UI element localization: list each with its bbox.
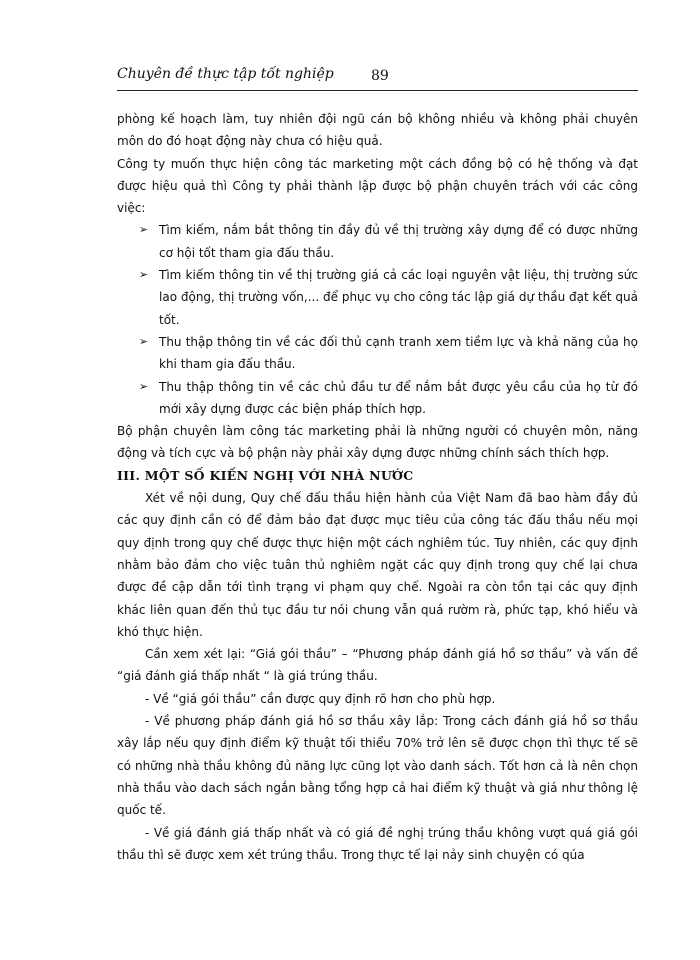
arrow-bullet-icon: ➢ xyxy=(139,223,149,237)
section-heading: III. MỘT SỐ KIẾN NGHỊ VỚI NHÀ NƯỚC xyxy=(117,467,414,483)
arrow-bullet-icon: ➢ xyxy=(139,379,149,393)
list-item xyxy=(121,219,638,264)
list-item-text: Thu thập thông tin về các đối thủ cạnh tranh xem tiềm lực và khả năng của họ khi tham gia đấu thầu. xyxy=(159,334,638,372)
page-header xyxy=(117,66,638,91)
list-item xyxy=(121,376,638,421)
paragraph: - Về phương pháp đánh giá hồ sơ thầu xây lắp: Trong cách đánh giá hồ sơ thầu xây lắp nếu quy định điểm kỹ thuật tối thiểu 70% trở lên sẽ được chọn thì thực tế sẽ có những nhà thầu không đủ năng lực cũng lọt vào danh sách. Tốt hơn cả là nên chọn nhà thầu vào dach sách ngắn bằng tổng hợp cả hai điểm kỹ thuật và giá như thông lệ quốc tế. xyxy=(117,714,638,818)
document-title: Chuyên đề thực tập tốt nghiệp xyxy=(117,66,334,82)
list-item xyxy=(121,264,638,331)
list-item-text: Tìm kiếm thông tin về thị trường giá cả các loại nguyên vật liệu, thị trường sức lao động, thị trường vốn,... để phục vụ cho công tác lập giá dự thầu đạt kết quả tốt. xyxy=(159,268,638,327)
paragraph: - Về giá đánh giá thấp nhất và có giá đề nghị trúng thầu không vượt quá giá gói thầu thì sẽ được xem xét trúng thầu. Trong thực tế lại nảy sinh chuyện có qúa xyxy=(117,825,638,862)
paragraph: Bộ phận chuyên làm công tác marketing phải là những người có chuyên môn, năng động và tích cực và bộ phận này phải xây dựng được những chính sách thích hợp. xyxy=(117,424,638,461)
list-item-text: Tìm kiếm, nắm bắt thông tin đầy đủ về thị trường xây dựng để có được những cơ hội tốt tham gia đấu thầu. xyxy=(159,223,638,260)
paragraph: Cần xem xét lại: “Giá gói thầu” – “Phương pháp đánh giá hồ sơ thầu” và vấn đề “giá đánh giá thấp nhất “ là giá trúng thầu. xyxy=(117,647,638,684)
list-item-text: Thu thập thông tin về các chủ đầu tư để nắm bắt được yêu cầu của họ từ đó mới xây dựng được các biện pháp thích hợp. xyxy=(159,379,638,416)
paragraph: Xét về nội dung, Quy chế đấu thầu hiện hành của Việt Nam đã bao hàm đầy đủ các quy định cần có để đảm bảo đạt được mục tiêu của công tác đấu thầu nếu mọi quy định trong quy chế được thực hiện một cách nghiêm túc. Tuy nhiên, các quy định nhằm bảo đảm cho việc tuân thủ nghiêm ngặt các quy định trong quy chế lại chưa được đề cập dẫn tới tình trạng vi phạm quy chế. Ngoài ra còn tồn tại các quy định khác liên quan đến thủ tục đầu tư nói chung vẫn quá rườm rà, phức tạp, khó hiểu và khó thực hiện. xyxy=(117,491,638,639)
arrow-bullet-icon: ➢ xyxy=(139,334,149,348)
paragraph: phòng kế hoạch làm, tuy nhiên đội ngũ cán bộ không nhiều và không phải chuyên môn do đó hoạt động này chưa có hiệu quả. xyxy=(117,112,638,149)
arrow-bullet-icon: ➢ xyxy=(139,268,149,282)
paragraph: Công ty muốn thực hiện công tác marketing một cách đồng bộ có hệ thống và đạt được hiệu quả thì Công ty phải thành lập được bộ phận chuyên trách với các công việc: xyxy=(117,156,638,216)
document-body xyxy=(117,108,638,866)
page-number: 89 xyxy=(371,68,389,84)
paragraph: - Về “giá gói thầu” cần được quy định rõ hơn cho phù hợp. xyxy=(145,691,496,706)
list-item xyxy=(121,331,638,376)
bullet-list xyxy=(117,219,638,420)
